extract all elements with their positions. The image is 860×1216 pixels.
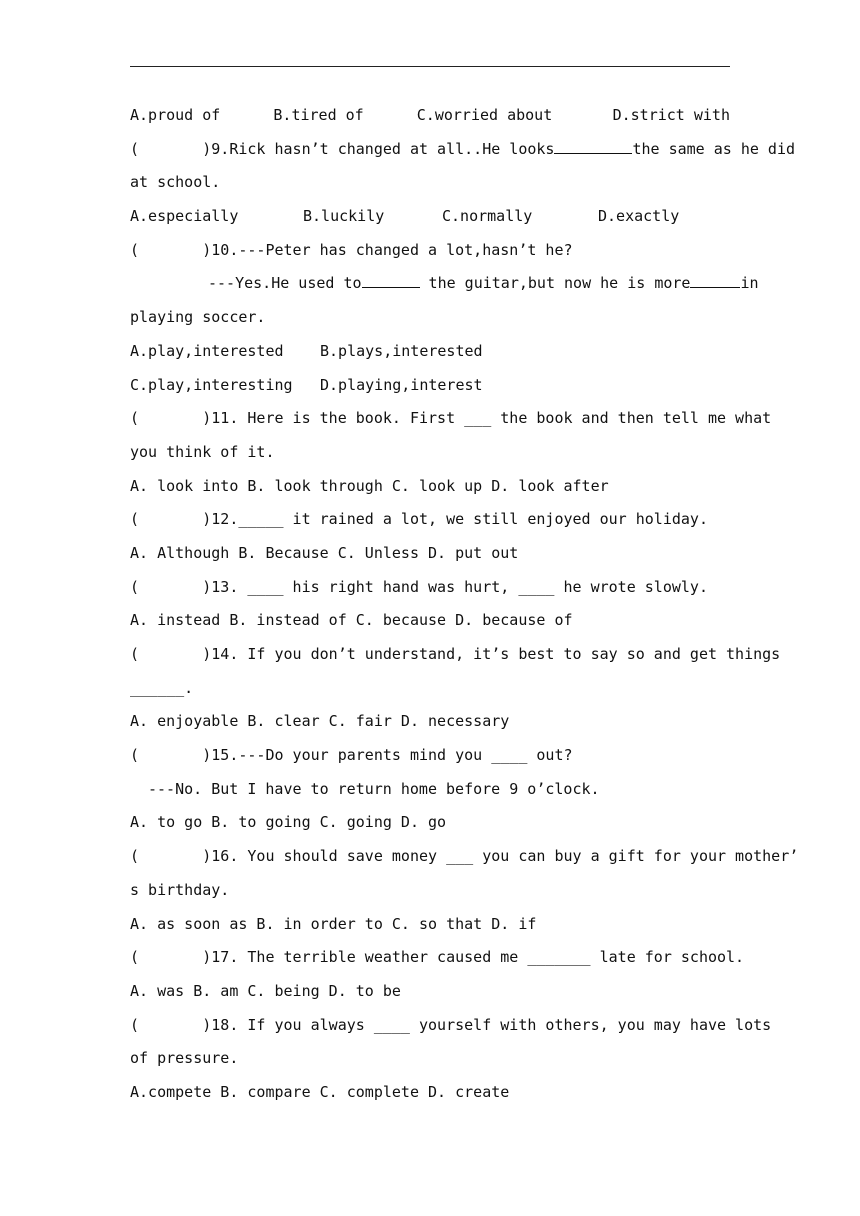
q9-text-after: the same as he did	[632, 139, 796, 158]
q11-stem-cont: you think of it.	[130, 442, 275, 461]
answer-blank	[362, 273, 420, 288]
q9-stem	[130, 133, 796, 167]
option-b: B.luckily	[303, 207, 385, 226]
q11-options: A. look into B. look through C. look up D. look after	[130, 476, 609, 495]
q10-response-a: ---Yes.He used to	[208, 274, 362, 293]
q15-response: ---No. But I have to return home before 9 o’clock.	[148, 779, 600, 798]
q16-options: A. as soon as B. in order to C. so that D. if	[130, 914, 537, 933]
q10-response-b: the guitar,but now he is more	[419, 274, 691, 293]
answer-blank	[690, 273, 740, 288]
q13-options: A. instead B. instead of C. because D. because of	[130, 611, 573, 630]
q17-options: A. was B. am C. being D. to be	[130, 981, 401, 1000]
q10-response-c: in	[740, 274, 759, 293]
option-d: D.strict with	[612, 106, 730, 124]
option-c: C.play,interesting	[130, 375, 293, 394]
q18-options: A.compete B. compare C. complete D. create	[130, 1082, 510, 1101]
q13-stem: ( )13. ____ his right hand was hurt, ____ he wrote slowly.	[130, 577, 708, 596]
q18-stem: ( )18. If you always ____ yourself with others, you may have lots	[130, 1015, 772, 1034]
question-list	[130, 99, 799, 1110]
q15-options: A. to go B. to going C. going D. go	[130, 813, 447, 832]
q10-options-row1	[130, 335, 730, 369]
option-b: B.plays,interested	[320, 341, 483, 360]
q11-stem: ( )11. Here is the book. First ___ the book and then tell me what	[130, 409, 772, 428]
option-a: A.proud of	[130, 106, 221, 124]
q10-stem-cont: playing soccer.	[130, 308, 266, 327]
q9-stem-cont: at school.	[130, 173, 221, 192]
q12-stem: ( )12._____ it rained a lot, we still enjoyed our holiday.	[130, 510, 708, 529]
q17-stem: ( )17. The terrible weather caused me _______ late for school.	[130, 948, 745, 967]
q14-options: A. enjoyable B. clear C. fair D. necessary	[130, 712, 510, 731]
q12-options: A. Although B. Because C. Unless D. put out	[130, 543, 519, 562]
q8-options	[130, 99, 730, 133]
option-d: D.playing,interest	[320, 375, 483, 394]
option-d: D.exactly	[598, 207, 680, 226]
q9-options	[130, 200, 730, 234]
q9-text-before: 9.Rick hasn’t changed at all..He looks	[211, 139, 555, 158]
q16-stem-cont: s birthday.	[130, 880, 230, 899]
option-a: A.especially	[130, 207, 239, 226]
option-c: C.worried about	[416, 106, 553, 124]
q16-stem: ( )16. You should save money ___ you can buy a gift for your mother’	[130, 847, 799, 866]
q15-stem: ( )15.---Do your parents mind you ____ out?	[130, 746, 573, 765]
q18-stem-cont: of pressure.	[130, 1049, 239, 1068]
option-c: C.normally	[442, 207, 533, 226]
q10-response	[130, 267, 759, 301]
q10-options-row2	[130, 369, 730, 403]
option-a: A.play,interested	[130, 341, 284, 360]
q14-stem-cont: ______.	[130, 678, 194, 697]
answer-blank	[554, 139, 632, 154]
header-rule	[130, 66, 730, 67]
answer-bracket: ( )	[130, 139, 212, 158]
q14-stem: ( )14. If you don’t understand, it’s best to say so and get things	[130, 645, 781, 663]
q10-stem: ( )10.---Peter has changed a lot,hasn’t he?	[130, 240, 573, 259]
option-b: B.tired of	[273, 106, 364, 124]
